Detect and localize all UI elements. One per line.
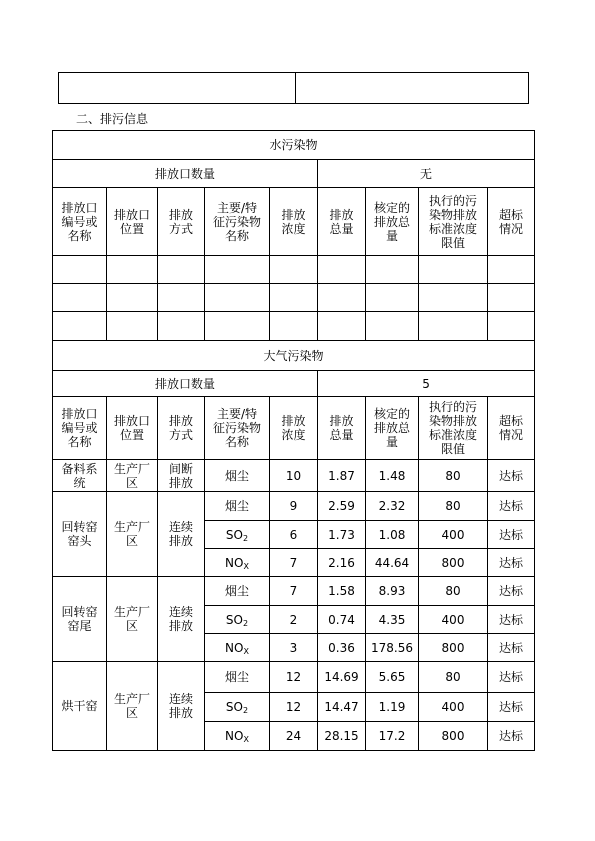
col-header: 超标 情况 [488,188,535,256]
outlet-location: 生产厂 区 [107,460,158,492]
air-count-row [53,371,535,397]
discharge-method: 连续 排放 [158,662,205,751]
col-header: 排放口 编号或 名称 [53,397,107,460]
concentration: 12 [270,662,318,693]
total-emission: 0.36 [318,634,366,662]
water-title-row [53,131,535,160]
compliance-status: 达标 [488,606,535,634]
concentration: 24 [270,722,318,751]
standard-limit: 80 [419,662,488,693]
water-title: 水污染物 [53,131,535,160]
emission-table [52,130,535,751]
water-outlet-count: 无 [318,160,535,188]
total-emission: 1.58 [318,577,366,606]
pollutant-name: $NO_X$ [205,722,270,751]
table-row [53,460,535,492]
water-empty-row [53,256,535,284]
total-emission: 1.73 [318,521,366,549]
col-header: 执行的污 染物排放 标准浓度 限值 [419,397,488,460]
col-header: 排放口 位置 [107,397,158,460]
compliance-status: 达标 [488,634,535,662]
outlet-location: 生产厂 区 [107,492,158,577]
pollutant-name: 烟尘 [205,492,270,521]
col-header: 排放 浓度 [270,188,318,256]
compliance-status: 达标 [488,521,535,549]
table-row [53,662,535,693]
pollutant-name: $SO_2$ [205,693,270,722]
total-emission: 28.15 [318,722,366,751]
approved-total: 1.08 [366,521,419,549]
approved-total: 4.35 [366,606,419,634]
col-header: 排放口 位置 [107,188,158,256]
discharge-method: 连续 排放 [158,577,205,662]
approved-total: 1.48 [366,460,419,492]
total-emission: 2.16 [318,549,366,577]
pollutant-name: 烟尘 [205,662,270,693]
col-header: 排放 总量 [318,188,366,256]
total-emission: 14.47 [318,693,366,722]
concentration: 6 [270,521,318,549]
compliance-status: 达标 [488,662,535,693]
pollutant-name: $NO_X$ [205,634,270,662]
col-header: 执行的污 染物排放 标准浓度 限值 [419,188,488,256]
total-emission: 2.59 [318,492,366,521]
concentration: 7 [270,549,318,577]
outlet-location: 生产厂 区 [107,662,158,751]
standard-limit: 80 [419,492,488,521]
water-empty-row [53,312,535,341]
total-emission: 1.87 [318,460,366,492]
col-header: 排放 浓度 [270,397,318,460]
pollutant-name: $SO_2$ [205,521,270,549]
outlet-name: 备料系 统 [53,460,107,492]
approved-total: 2.32 [366,492,419,521]
concentration: 3 [270,634,318,662]
col-header: 主要/特 征污染物 名称 [205,397,270,460]
air-title: 大气污染物 [53,341,535,371]
top-table-divider [295,72,296,104]
outlet-name: 回转窑 窑尾 [53,577,107,662]
standard-limit: 400 [419,693,488,722]
concentration: 7 [270,577,318,606]
col-header: 排放 方式 [158,188,205,256]
discharge-method: 连续 排放 [158,492,205,577]
approved-total: 5.65 [366,662,419,693]
col-header: 核定的 排放总 量 [366,188,419,256]
total-emission: 0.74 [318,606,366,634]
air-title-row [53,341,535,371]
table-row [53,577,535,606]
standard-limit: 800 [419,722,488,751]
pollutant-name: 烟尘 [205,460,270,492]
col-header: 排放 总量 [318,397,366,460]
concentration: 10 [270,460,318,492]
pollutant-name: 烟尘 [205,577,270,606]
compliance-status: 达标 [488,549,535,577]
approved-total: 8.93 [366,577,419,606]
discharge-method: 间断 排放 [158,460,205,492]
compliance-status: 达标 [488,693,535,722]
outlet-name: 回转窑 窑头 [53,492,107,577]
air-header-row [53,397,535,460]
standard-limit: 800 [419,634,488,662]
concentration: 2 [270,606,318,634]
standard-limit: 400 [419,521,488,549]
col-header: 排放口 编号或 名称 [53,188,107,256]
standard-limit: 80 [419,460,488,492]
top-table [58,72,529,104]
pollutant-name: $NO_X$ [205,549,270,577]
standard-limit: 400 [419,606,488,634]
approved-total: 17.2 [366,722,419,751]
col-header: 排放 方式 [158,397,205,460]
standard-limit: 80 [419,577,488,606]
air-outlet-count-label: 排放口数量 [53,371,318,397]
water-count-row [53,160,535,188]
total-emission: 14.69 [318,662,366,693]
standard-limit: 800 [419,549,488,577]
approved-total: 44.64 [366,549,419,577]
water-header-row [53,188,535,256]
col-header: 主要/特 征污染物 名称 [205,188,270,256]
compliance-status: 达标 [488,577,535,606]
compliance-status: 达标 [488,722,535,751]
air-outlet-count: 5 [318,371,535,397]
water-outlet-count-label: 排放口数量 [53,160,318,188]
compliance-status: 达标 [488,492,535,521]
outlet-name: 烘干窑 [53,662,107,751]
compliance-status: 达标 [488,460,535,492]
approved-total: 1.19 [366,693,419,722]
approved-total: 178.56 [366,634,419,662]
outlet-location: 生产厂 区 [107,577,158,662]
pollutant-name: $SO_2$ [205,606,270,634]
concentration: 9 [270,492,318,521]
water-empty-row [53,284,535,312]
col-header: 超标 情况 [488,397,535,460]
col-header: 核定的 排放总 量 [366,397,419,460]
section-title: 二、排污信息 [76,112,149,126]
concentration: 12 [270,693,318,722]
table-row [53,492,535,521]
